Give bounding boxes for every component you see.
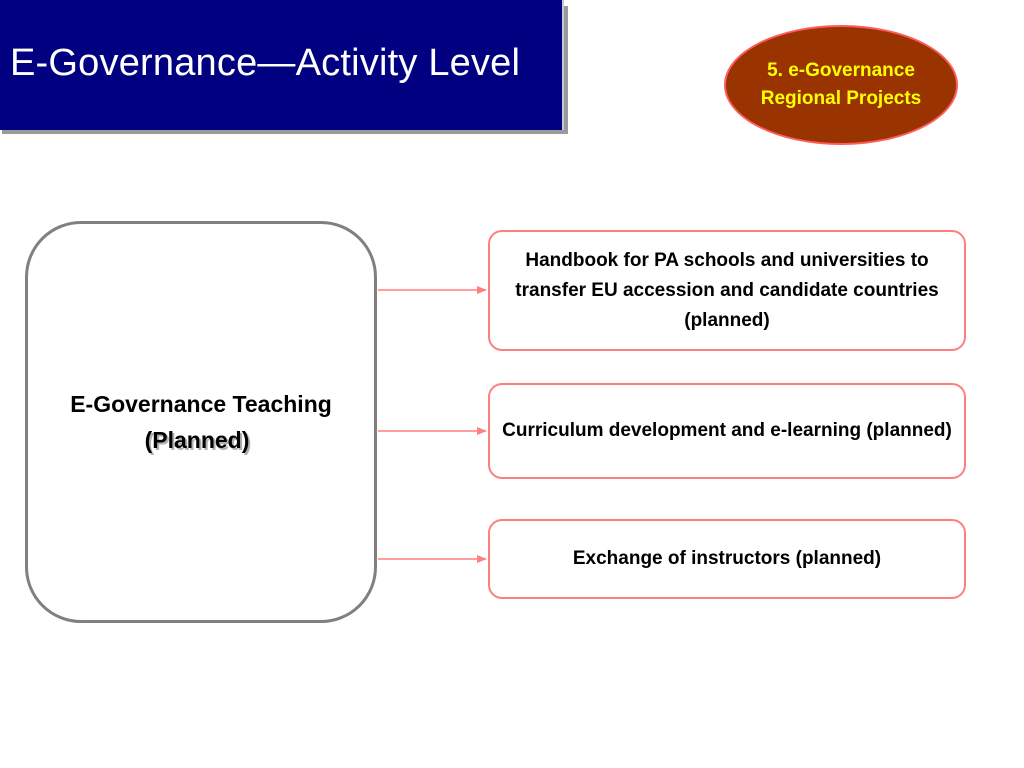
activity-box-handbook	[488, 230, 966, 351]
activity-label-exchange: Exchange of instructors (planned)	[572, 548, 882, 569]
title-bar	[0, 0, 564, 130]
badge-text	[761, 57, 922, 113]
badge-line-2: Regional Projects	[760, 88, 922, 109]
slide-title: E-Governance—Activity Level	[10, 42, 521, 84]
main-node-status: (Planned)	[144, 427, 250, 453]
activity-box-curriculum	[488, 383, 966, 479]
activity-label-curriculum: Curriculum development and e-learning (planned)	[502, 420, 952, 441]
main-node-label	[25, 386, 377, 458]
activity-box-exchange	[488, 519, 966, 599]
activity-label-handbook: Handbook for PA schools and universities to transfer EU accession and candidate countries (planned)	[515, 249, 939, 331]
main-node-title: E-Governance Teaching	[70, 391, 332, 417]
section-badge	[724, 25, 958, 145]
badge-line-1: 5. e-Governance	[767, 60, 915, 81]
